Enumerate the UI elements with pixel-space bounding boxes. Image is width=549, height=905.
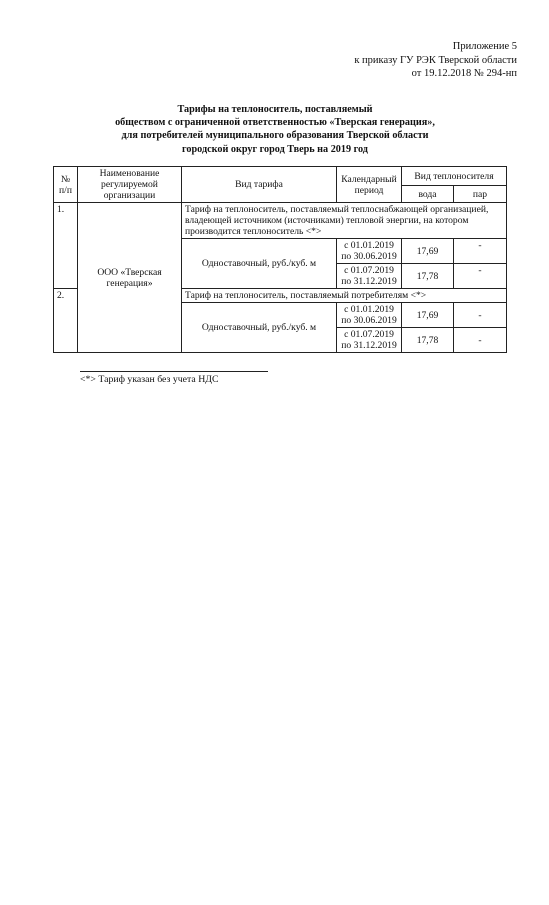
order-date-number: от 19.12.2018 № 294-нп [411,68,517,79]
document-title [70,103,480,156]
table-header-row [54,167,507,186]
steam-value: - [454,264,507,289]
period-cell: с 01.01.2019 по 30.06.2019 [337,303,402,328]
header-water: вода [402,186,454,203]
title-line-2: обществом с ограниченной ответственностью «Тверская генерация», [115,117,435,129]
organization-name: ООО «Тверская генерация» [78,203,182,353]
header-number: № п/п [54,167,78,203]
water-value: 17,69 [402,303,454,328]
header-tariff-type: Вид тарифа [182,167,337,203]
steam-value: - [454,239,507,264]
title-line-3: для потребителей муниципального образования Тверской области [121,130,429,142]
order-reference: к приказу ГУ РЭК Тверской области [354,54,517,66]
footnote: <*> Тариф указан без учета НДС [80,374,219,385]
water-value: 17,69 [402,239,454,264]
header-organization: Наименование регулируемой организации [78,167,182,203]
appendix-header [257,40,517,81]
appendix-label: Приложение 5 [452,41,517,52]
row-number: 2. [54,289,78,353]
tariff-type-cell: Одноставочный, руб./куб. м [182,239,337,289]
header-carrier-type: Вид теплоносителя [402,167,507,186]
steam-value: - [454,328,507,353]
section-title: Тариф на теплоноситель, поставляемый потребителям <*> [182,289,507,303]
steam-value: - [454,303,507,328]
footnote-divider [80,371,268,372]
period-cell: с 01.07.2019 по 31.12.2019 [337,264,402,289]
header-period: Календарный период [337,167,402,203]
tariff-table [53,166,507,353]
section-row [54,203,507,239]
row-number: 1. [54,203,78,289]
period-cell: с 01.07.2019 по 31.12.2019 [337,328,402,353]
header-steam: пар [454,186,507,203]
water-value: 17,78 [402,328,454,353]
title-line-4: городской округ город Тверь на 2019 год [182,143,368,155]
title-line-1: Тарифы на теплоноситель, поставляемый [177,104,373,115]
section-title: Тариф на теплоноситель, поставляемый теплоснабжающей организацией, владеющей источником (источниками) тепловой энергии, на котором производится теплоноситель <*> [182,203,507,239]
tariff-type-cell: Одноставочный, руб./куб. м [182,303,337,353]
period-cell: с 01.01.2019 по 30.06.2019 [337,239,402,264]
water-value: 17,78 [402,264,454,289]
